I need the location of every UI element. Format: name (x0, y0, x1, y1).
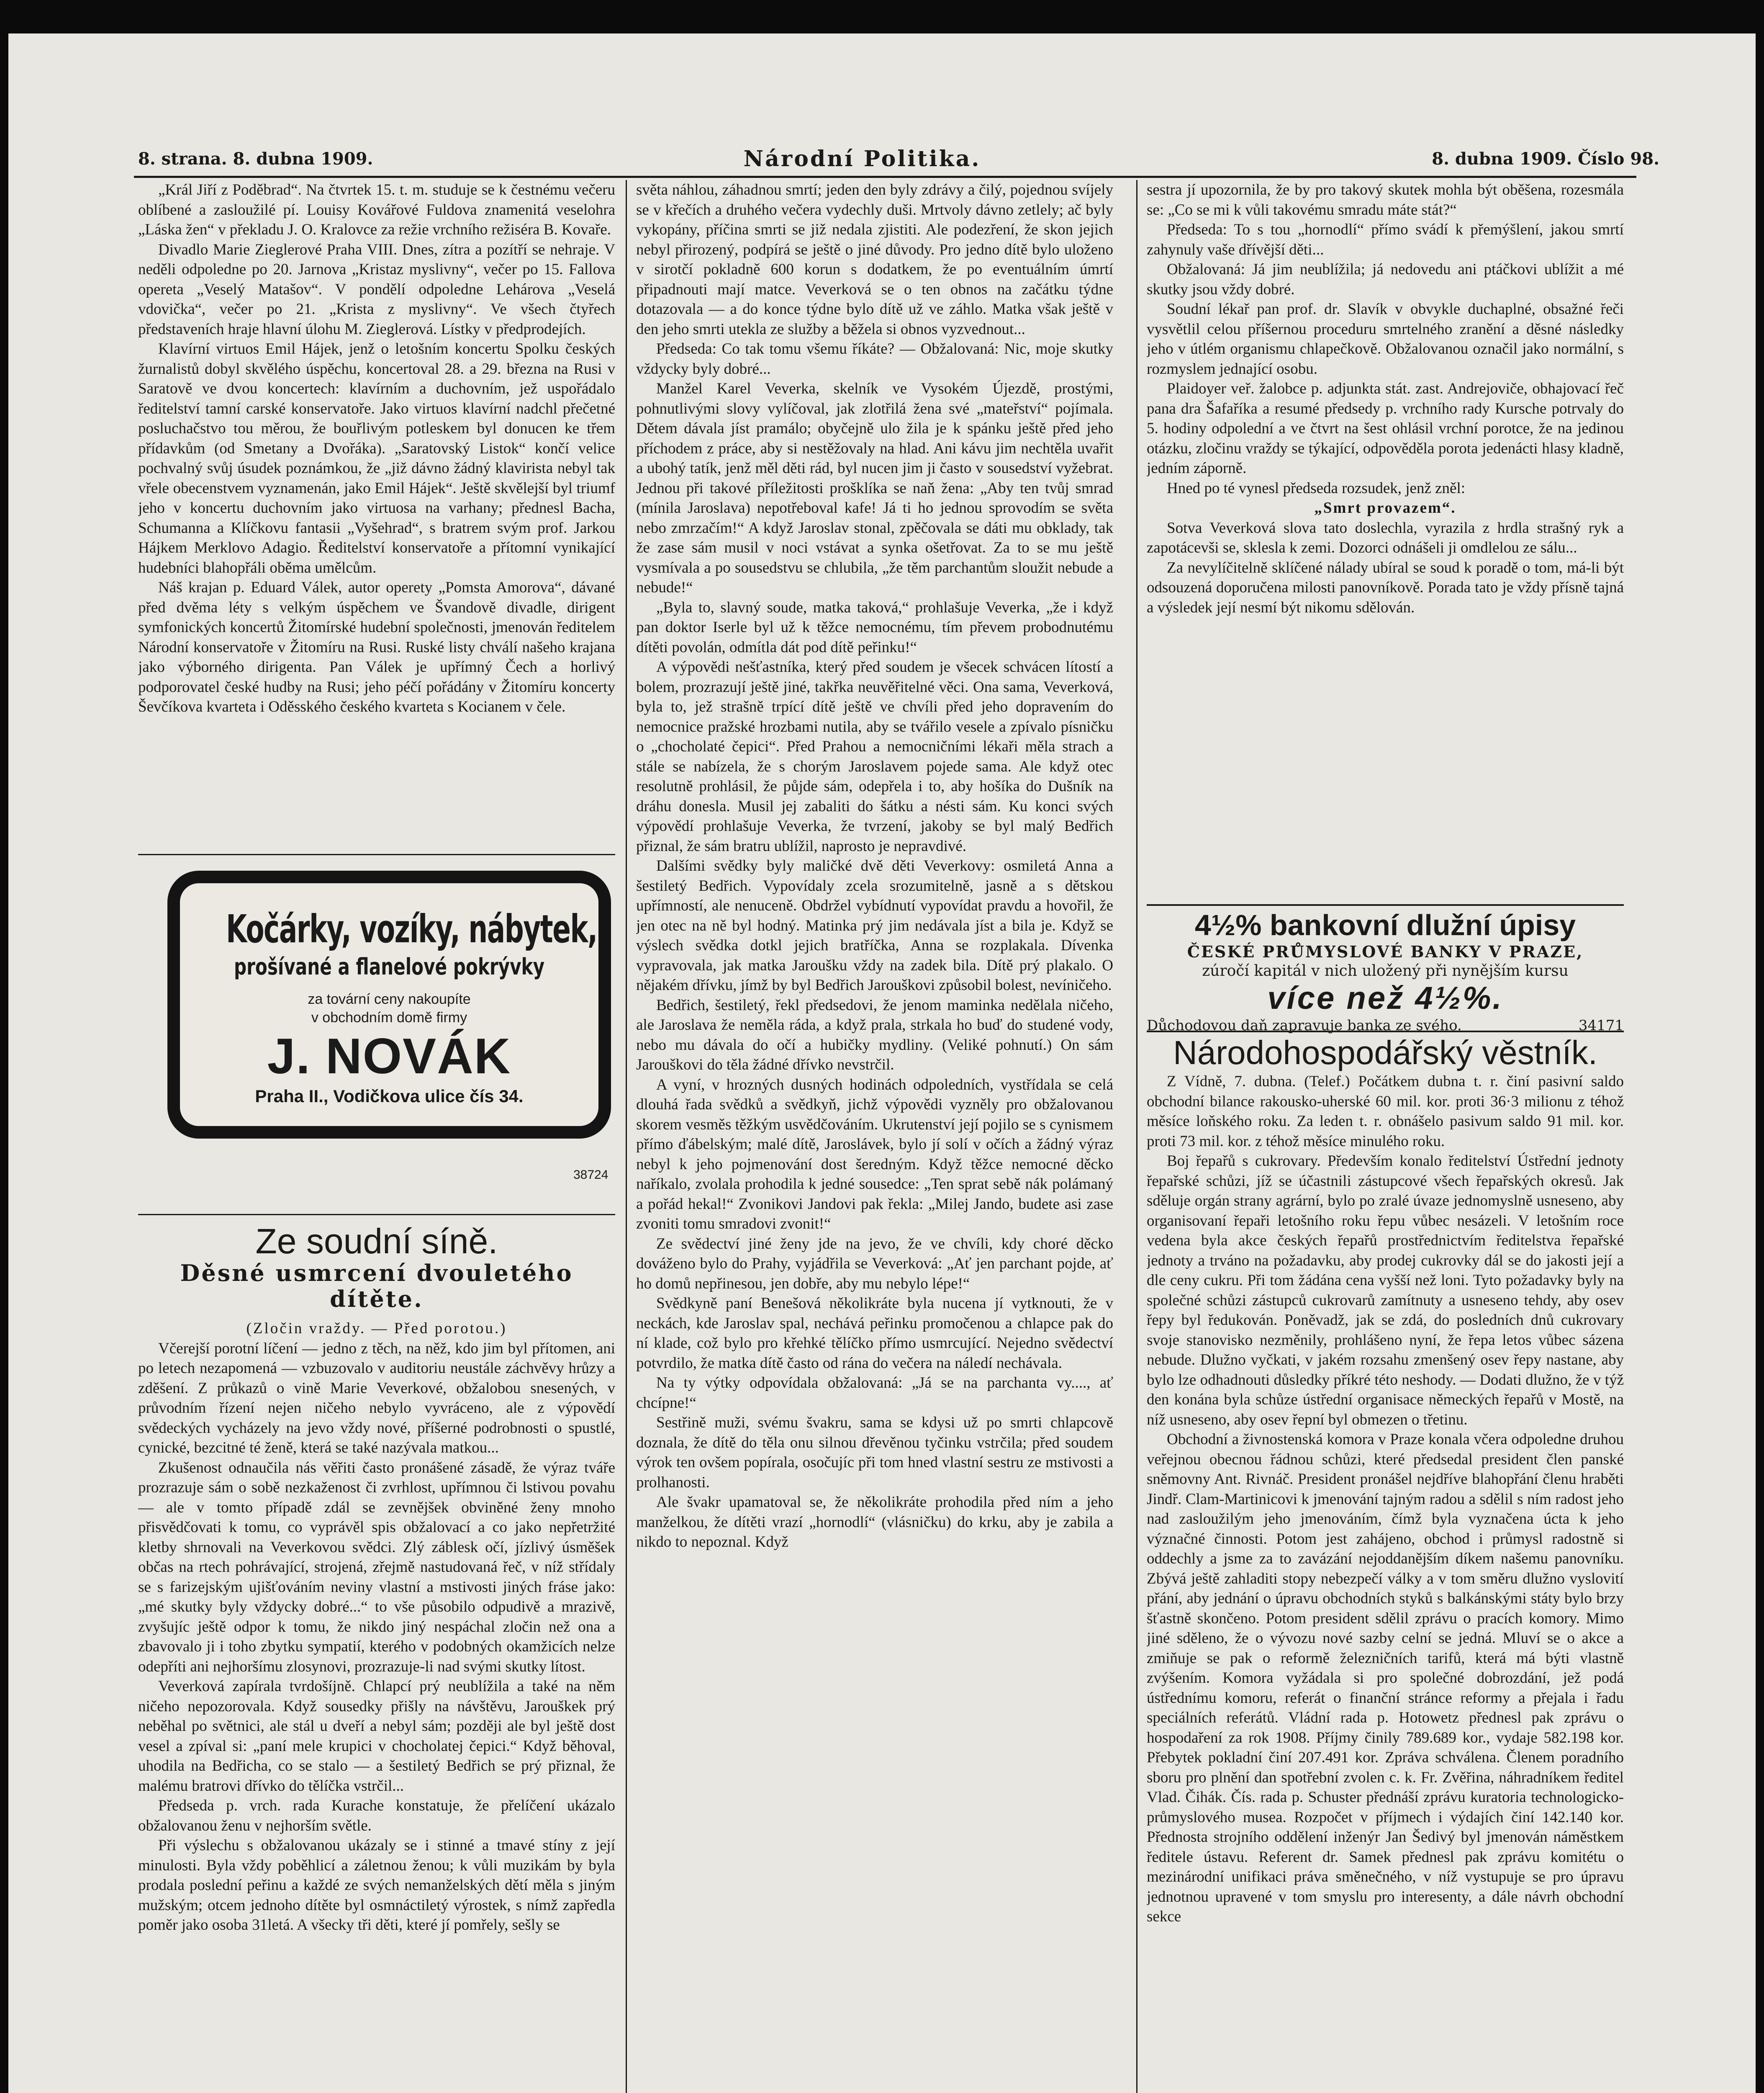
column-3-economy-news (1147, 1072, 1624, 2093)
court-paragraph: Soudní lékař pan prof. dr. Slavík v obvykle duchaplné, obsažné řeči vysvětlil celou příšernou proceduru smrtelného zranění a děsné následky jeho v útlém organismu chlapečkově. Obžalovanou označil jako normální, s rozmyslem jednající osobu. (1147, 301, 1624, 378)
court-paragraph: Včerejší porotní líčení — jedno z těch, na něž, kdo jim byl přítomen, ani po letech nezapomená — vzbuzovalo v auditoriu neustále záchvěvy hrůzy a zděšení. Z průkazů o vině Marie Veverkové, obžalobou snesených, v průvodním řízení nejen ničeho nebylo vyvráceno, ale z výpovědí svědeckých vycházely na jevo vždy nové, příšerné podrobnosti o spustlé, cynické, bezcitné té ženě, která se také nazývala matkou... (138, 1340, 615, 1456)
court-subhead: (Zločin vraždy. — Před porotou.) (246, 1320, 507, 1337)
bond-footer-row (1147, 1016, 1624, 1035)
court-paragraph: „Byla to, slavný soude, matka taková,“ prohlašuje Veverka, „že i když pan doktor Iserle byl už k těžce nemocnému, tím převem probodnutému dítěti povolán, odmítla dát pod dítě peřinku!“ (636, 599, 1113, 656)
bond-code: 34171 (1578, 1017, 1624, 1034)
news-item-divadlo-zieglerove: Divadlo Marie Zieglerové Praha VIII. Dnes, zítra a pozítří se nehraje. V neděli odpoledne po 20. Jarnova „Kristaz myslivny“, večer po 15. Fallova opereta „Veselý Matašov“. V pondělí odpoledne Lehárova „Veselá vdovička“, večer po 21. „Krista z myslivny“. Ve všech čtyřech představeních hraje hlavní úlohu M. Zieglerová. Lístky v předprodejích. (138, 241, 615, 338)
court-paragraph: Hned po té vynesl předseda rozsudek, jenž zněl: (1167, 479, 1466, 497)
court-paragraph: Obžalovaná: Já jim neublížila; já nedovedu ani ptáčkovi ublížit a mé skutky jsou vždy dobré. (1147, 261, 1624, 298)
court-paragraph: A výpovědi nešťastníka, který před soudem je všecek schvácen lítostí a bolem, prozrazují ještě jiné, takřka neuvěřitelné věci. Ona sama, Veverková, byla to, jež strašně trpící dítě ještě ve chvíli před jeho dopravením do nemocnice pražské hrozbami nutila, aby se tvářilo vesele a zpívalo písničku o „chocholaté čepici“. Před Prahou a nemocničními lékaři měla strach a stále se nabízela, že s chorým Jaroslavem pojede sama. Ale když otec resolutně prohlásil, že půjde sám, odepřela i to, aby hošíka do Dušník na dráhu donesla. Musil jej zabaliti do šátku a nésti sám. Ku konci svých výpovědí prohlašuje Veverka, že tvrzení, jakoby se byl malý Bedřich přiznal, že sám bratru ublížil, naprosto je nepravdivé. (636, 658, 1113, 855)
ad-subheadline: prošívané a flanelové pokrývky (234, 954, 545, 980)
bond-text: zúročí kapitál v nich uložený při nynějším kursu (1202, 962, 1569, 980)
section-separator-rule (138, 1214, 615, 1215)
news-item-emil-hajek: Klavírní virtuos Emil Hájek, jenž o letošním koncertu Spolku českých žurnalistů dobyl skvělého úspěchu, koncertoval 28. a 29. března na Rusi v Saratově ve dvou koncertech: klavírním a duchovním, jež uspořádalo ředitelství tamní carské konservatoře. Jako virtuos klavírní nadchl přečetné posluchačstvo tou měrou, že bouřlivým potleskem byl donucen ke třem přídavkům (od Smetany a Dvořáka). „Saratovský Listok“ končí velice pochvalný svůj úsudek poznámkou, že „již dávno žádný klavirista nebyl tak vřele obecenstvem vyznamenán, jako Emil Hájek“. Ještě skvělejší byl triumf jeho v koncertu duchovním jako virtuosa na varhany; přednesl Bacha, Schumanna a Klíčkovu fantasii „Vyšehrad“, s bratrem svým prof. Jarkou Hájkem Merklovo Adagio. Ředitelství konservatoře a přítomní vynikající hudebníci blahopřáli oběma umělcům. (138, 340, 615, 576)
court-paragraph: Ale švakr upamatoval se, že několikráte prohodila před ním a jeho manželkou, že dítěti vrazí „hornodlí“ (vlásničku) do krku, aby je zabila a nikdo to nepoznal. Když (636, 1494, 1113, 1550)
court-headline: Děsné usmrcení dvouletého dítěte. (180, 1260, 573, 1312)
page-number-date: 8. strana. 8. dubna 1909. (138, 149, 373, 169)
bond-top-rule (1147, 904, 1624, 906)
court-paragraph: Sestřině muži, svému švakru, sama se kdysi už po smrti chlapcově doznala, že dítě do těla onu silnou dřevěnou tyčinku vstrčila; před soudem výrok ten ovšem popírala, osočujíc při tom hned vlastní sestru ze mstivosti a prolhanosti. (636, 1414, 1113, 1491)
court-paragraph: světa náhlou, záhadnou smrtí; jeden den byly zdrávy a čilý, pojednou svíjely se v křečích a druhého večera vydechly duši. Mrtvoly dávno zetlely; ač byly vykopány, příčina smrti se již nedala zjistiti. Ale podezření, že skon jejich nebyl přirozený, podpírá se ještě o jiné důvody. Pro jedno dítě bylo uloženo v sirotčí pokladně 600 korun s dodatkem, že po eventuálním úmrtí připadnouti mají matce. Veverková se o ten obnos na začátku týdne dotazovala — a do konce týdne bylo dítě už ve záhlo. Matka však ještě v den jeho smrti utekla ze služby a běžela si obnos vyzvednout... (636, 181, 1113, 338)
newspaper-masthead: Národní Politika. (743, 146, 981, 172)
verdict-text: „Smrt provazem“. (1314, 499, 1456, 517)
news-item-kral-jiri: „Král Jiří z Poděbrad“. Na čtvrtek 15. t. m. studuje se k čestnému večeru oblíbené a zasloužilé pí. Louisy Kovářové Fuldova znamenitá veselohra „Láska žen“ v překladu J. O. Kralovce za režie vrchního režiséra B. Kovaře. (138, 181, 615, 238)
court-paragraph: sestra jí upozornila, že by pro takový skutek mohla být oběšena, rozesmála se: „Co se mi k vůli takovému smradu máte stát?“ (1147, 181, 1624, 219)
section-title-court: Ze soudní síně. (255, 1221, 498, 1261)
ad-text-prices: za tovární ceny nakoupíte (308, 991, 471, 1007)
bond-bank-name: ČESKÉ PRŮMYSLOVÉ BANKY V PRAZE, (1187, 942, 1584, 961)
court-paragraph: Svědkyně paní Benešová několikráte byla nucena jí vytknouti, že v neckách, kde Jaroslav spal, nechává peřinku promočenou a chlapce pak do ní klade, což bylo pro křehké tělíčko přímo usmrcující. Nejedno svědectví potvrdilo, že matka dítě často od rána do večera na náledí nechávala. (636, 1295, 1113, 1372)
court-paragraph: Zkušenost odnaučila nás věřiti často pronášené zásadě, že výraz tváře prozrazuje sám o sobě nezkaženost či zvrhlost, upřímnou či lstivou povahu — ale v tomto případě zdál se zevnějšek obviněné ženy mnoho přisvědčovati k tomu, co vyprávěl spis obžalovací a co jako nepřetržité kletby shrnovali na Veverkovou svědci. Zlý záblesk očí, jízlivý úsměšek občas na rtech pohrávající, strojená, zřejmě nastudovaná řeč, v níž střídaly se s farizejským ujišťováním neviny vlastní a mstivosti jiných fráse jako: „mé skutky byly vždycky dobré...“ to vše působilo odpudivě a mrazivě, zvyšujíc ještě odpor k tomu, že nikdo jiný nespáchal zločin než ona a zbavovalo ji i toho zbytku sympatií, kterého v podobných okamžicích nelze odepříti ani nejhoršímu zlosynovi, prozrazuje-li nad svými skutky lítost. (138, 1459, 615, 1675)
court-paragraph: Na ty výtky odpovídala obžalovaná: „Já se na parchanta vy...., ať chcípne!“ (636, 1374, 1113, 1412)
economy-paragraph: Z Vídně, 7. dubna. (Telef.) Počátkem dubna t. r. činí pasivní saldo obchodní bilance rakousko-uherské 60 mil. kor. proti 36·3 milionu z téhož měsíce loňského roku. Za leden t. r. obnášelo pasivum saldo 91 mil. kor. proti 73 mil. kor. z téhož měsíce minulého roku. (1147, 1073, 1624, 1150)
column-divider-2 (1136, 180, 1137, 2093)
column-3-court-report-end (1147, 180, 1624, 900)
court-paragraph: Předseda: Co tak tomu všemu říkáte? — Obžalovaná: Nic, moje skutky vždycky byly dobré... (636, 340, 1113, 378)
bond-title: 4½% bankovní dlužní úpisy (1194, 909, 1576, 941)
bond-rate: více než 4½%. (1267, 980, 1503, 1016)
court-paragraph: A vyní, v hrozných dusných hodinách odpoledních, vystřídala se celá dlouhá řada svědků a svědkyň, jichž výpovědi vyzněly pro obžalovanou skorem vesměs těžkým usvědčováním. Ukrutenství její pojilo se s cynismem přímo ďábelským; malé dítě, Jaroslávek, bylo jí solí v očích a žádný výraz nebyl k jeho pojmenování dost šeredným. Když těžce nemocné děcko naříkalo, zvolala prohodila k jedné sousedce: „Ten sprat sebě nák polámaný a pořád hekal!“ Zvonikovi Jandovi pak řekla: „Milej Jando, budete asi zase zvoniti tomu smradovi zvonit!“ (636, 1076, 1113, 1232)
column-1-court-report (138, 1319, 615, 2093)
column-divider-1 (626, 180, 627, 2093)
court-paragraph: Manžel Karel Veverka, skelník ve Vysokém Újezdě, prostými, pohnutlivými slovy vylíčoval, jak zlotřilá žena své „mateřství“ pojímala. Dětem dávala jíst pramálo; obyčejně ulo žila je k spánku ještě před jeho příchodem z práce, aby si nestěžovaly na hlad. Ani kávu jim nechtěla uvařit a ubohý tatík, jenž měl děti rád, byl nucen jim ji často v sousedství vyžebrat. Jednou při takové příležitosti prošklíka se naň žena: „Aby ten tvůj smrad (mínila Jaroslava) nepotřeboval kafe! Já ti ho jednou sprovodím se světa nebo zmrzačím!“ A když Jaroslav stonal, zpěčovala se dáti mu obklady, tak že zase sám musil v noci vstávat a synka ošetřovat. Za to se mu ještě vysmívala a po sousedstvu se chlubila, „že těm parchantům sloužit nebude a nebude!“ (636, 380, 1113, 596)
ad-brand-name: J. NOVÁK (267, 1028, 511, 1084)
court-paragraph: Předseda: To s tou „hornodlí“ přímo svádí k přemýšlení, jakou smrtí zahynuly vaše dřívější děti... (1147, 221, 1624, 258)
court-paragraph: Bedřich, šestiletý, řekl předsedovi, že jenom maminka nedělala ničeho, ale Jaroslava že neměla ráda, a když prala, strkala ho buď do studené vody, nebo mu dávala do očí a hubičky mydliny. (Veliké pohnutí.) On sám Jarouškovi do těla žádné dřívko nevstrčil. (636, 996, 1113, 1073)
ad-code: 38724 (573, 1168, 609, 1182)
court-paragraph: Ze svědectví jiné ženy jde na jevo, že ve chvíli, kdy choré děcko dováženo bylo do Prahy, vyjádřila se Veverková: „Ať jen parchant pojde, ať ho domů nepřinesou, jen dobře, aby mu nebylo lépe!“ (636, 1235, 1113, 1292)
ad-text-store: v obchodním domě firmy (311, 1010, 467, 1026)
novak-advertisement (167, 871, 611, 1139)
court-paragraph: Dalšími svědky byly maličké dvě děti Veverkovy: osmiletá Anna a šestiletý Bedřich. Vypovídaly zcela srozumitelně, jasně a s dětskou upřímností, ale nenuceně. Obdržel vybídnutí vypovídat pravdu a hovořil, že jen otec na ně byl hodný. Matinka prý jim nedávala jíst a bila je. Když se výslech svědka dotkl jejich bratříčka, Anna se rozplakala. Dívenka vypravovala, jak matka Jaroušku vždy na zadek bila. Dítě prý plakalo. O nějakém dřívku, jímž by byl Bedřich Jarouškovi způsobil bolest, nevíničeho. (636, 857, 1113, 994)
economy-paragraph: Boj řepařů s cukrovary. Především konalo ředitelství Ústřední jednoty řepařské schůzi, jíž se účastnili zástupcové všech řepařských okresů. Jak sděluje orgán strany agrární, bylo po zralé úvaze jednomyslně usneseno, aby organisovaní řepaři letošního roku řepu vůbec nesázeli. V letošním roce vedena byla akce českých řepařů prostřednictvím ředitelstva řepařské jednoty a trváno na požadavku, aby prodej cukrovky dál se do jakosti její a dle ceny cukru. Při tom žádána cena vyšší než loni. Tyto požadavky byly na společné schůzi zástupců cukrovarů zamítnuty a usneseno tehdy, aby osev řepy byl ředukován. Poněvadž, jak se zdá, do posledních dnů cukrovary svoje stanovisko nezměnily, prohlášeno nyní, že řepa letos vůbec sázena nebude. Dlužno vyčkati, v jakém rozsahu zmenšený osev řepy nastane, aby bylo lze odhadnouti důsledky příkré této neshody. — Dodati dlužno, že v týž den konána byla schůze ústřední organisace německých řepařů v Mostě, na níž usneseno, aby osev řepní byl obmezen o třetinu. (1147, 1152, 1624, 1428)
ad-headline: Kočárky, vozíky, nábytek, (226, 907, 597, 951)
column-1-culture-news (138, 180, 615, 856)
court-paragraph: Plaidoyer veř. žalobce p. adjunkta stát. zast. Andrejoviče, obhajovací řeč pana dra Šafaříka a resumé předsedy p. vrchního rady Kursche potrvaly do 5. hodiny odpolední a ve čtvrt na šest ohlásil vrchní porotce, že na jedinou otázku, zločinu vraždy se týkající, odpověděla porota jedenácti hlasy kladně, jedním záporně. (1147, 380, 1624, 477)
section-title-economy: Národohospodářský věstník. (1173, 1034, 1597, 1071)
court-paragraph: Předseda p. vrch. rada Kurache konstatuje, že přelíčení ukázalo obžalovanou ženu v nejhorším světle. (138, 1797, 615, 1834)
economy-paragraph: Obchodní a živnostenská komora v Praze konala včera odpoledne druhou veřejnou obecnou řádnou schůzi, které předsedal president člen panské sněmovny Ant. Rivnáč. President pronášel nejdříve blahopřání členu hraběti Jindř. Clam-Martinicovi k jmenování tajným radou a sdělil s ním radost jeho nad zasloužilým jeho jmenováním, čímž byla vyznačena úcta k jeho význačné činnosti. Potom jest zahájeno, obchod i průmysl radostně si oddechly a jsme za to zavázání nejoddanějším díkem našemu panovníku. Zbývá ještě zahladiti stopy nebezpečí války a v tom směru dlužno vyslovití přání, aby jednání o úpravu obchodních styků s balkánskými státy bylo brzy šťastně skončeno. Potom president sdělil zprávu o pracích komory. Mimo jiné sděleno, že o vývozu nové sazby celní se jedná. Mluví se o akce a zmiňuje se pak o reformě železničních tarifů, která má býti vlastně zvýšením. Komora vyžádala si pro společné dobrozdání, jež podá ústřednímu komoru, referát o finanční stránce reformy a přejala i řadu speciálních referátů. Vládní rada p. Hotowetz přednesl pak zprávu o hospodaření za rok 1908. Příjmy činily 789.689 kor., vydaje 582.198 kor. Přebytek pokladní činí 207.491 kor. Zpráva schválena. Členem poradního sboru pro plnění dan spotřební zvolen c. k. Fr. Zvěřina, náhradníkem ředitel Vlad. Čihák. Čís. rada p. Schuster přednáší zprávu kuratoria technologicko-průmyslového musea. Rozpočet v příjmech i výdajích činí 142.140 kor. Přednosta strojního oddělení inženýr Jan Šedivý byl jmenován náměstkem ředitele ústavu. Referent dr. Samek přednesl pak zprávu komitétu o mezinárodní unifikaci práva směnečného, v níž vystupuje se pro úpravu jednotnou upravené v tom smyslu pro interesenty, a dále návrh obchodní sekce (1147, 1431, 1624, 1925)
court-paragraph: Za nevylíčitelně sklíčené nálady ubíral se soud k poradě o tom, má-li být odsouzená doporučena milosti panovníkově. Porada tato je vždy přísně tajná a výsledek její nesmí být nikomu sdělován. (1147, 559, 1624, 616)
issue-number-date: 8. dubna 1909. Číslo 98. (1432, 149, 1659, 169)
court-paragraph: Veverková zapírala tvrdošíjně. Chlapcí prý neublížila a také na něm ničeho nepozorovala. Když sousedky přišly na návštěvu, Jarouškek prý neběhal po světnici, ale stál u dveří a nebyl sám; později ale byl ještě dost vesel a zpíval si: „paní mele krupici v chocholatej čepici.“ Když běhoval, uhodila na Bedřicha, co se stalo — a šestiletý Bedřich se prý přiznal, že malému bratrovi dřívko do tělíčka vstrčil... (138, 1678, 615, 1795)
court-paragraph: Sotva Veverková slova tato doslechla, vyrazila z hrdla strašný ryk a zapotácevši se, sklesla k zemi. Dozorci odnášeli ji omdlelou ze sálu... (1147, 519, 1624, 556)
court-paragraph: Při výslechu s obžalovanou ukázaly se i stinné a tmavé stíny z její minulosti. Byla vždy poběhlicí a záletnou ženou; k vůli muzikám by byla prodala poslední peřinu a každé ze svých nemanželských dětí měla s jiným mužským; otcem jednoho dítěte byl osmnáctiletý výrostek, s nímž zapředla poměr jako osoba 31letá. A všecky tři děti, které jí pomřely, sešly se (138, 1837, 615, 1934)
bond-advertisement (1147, 908, 1624, 1035)
ad-address: Praha II., Vodičkova ulice čís 34. (255, 1086, 524, 1106)
header-rule (134, 176, 1636, 178)
bond-footer: Důchodovou daň zapravuje banka ze svého. (1147, 1017, 1462, 1034)
column-2-court-report-continued (636, 180, 1113, 2093)
news-item-eduard-valek: Náš krajan p. Eduard Válek, autor operety „Pomsta Amorova“, dávané před dvěma léty s velkým úspěchem ve Švandově divadle, dirigent symfonických koncertů Žitomírské hudební společnosti, jmenován ředitelem Národní konservatoře v Žitomíru na Rusi. Ruské listy chválí našeho krajana jako výborného dirigenta. Pan Válek je upřímný Čech a horlivý podporovatel české hudby na Rusi; jeho péčí pořádány v Žitomíru koncerty Ševčíkova kvarteta i Oděsského českého kvarteta s Kocianem v čele. (138, 579, 615, 715)
